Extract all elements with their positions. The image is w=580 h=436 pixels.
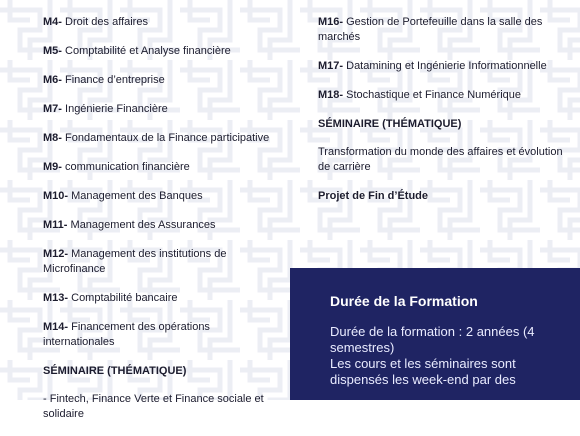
left-module-list: [43, 0, 283, 436]
module-item-m10: M10- Management des Banques: [43, 190, 203, 202]
right-module-list: [318, 0, 563, 204]
seminar-title-right: SÉMINAIRE (THÉMATIQUE): [318, 118, 462, 130]
seminar-title-left: SÉMINAIRE (THÉMATIQUE): [43, 365, 187, 377]
duration-panel: [290, 268, 580, 400]
module-item-m8: M8- Fondamentaux de la Finance participative: [43, 132, 270, 144]
seminar-text-right: Transformation du monde des affaires et évolution de carrière: [318, 146, 563, 173]
module-item-m9: M9- communication financière: [43, 161, 190, 173]
module-item-m5: M5- Comptabilité et Analyse financière: [43, 45, 231, 57]
module-item-m16: M16- Gestion de Portefeuille dans la salle des marchés: [318, 16, 543, 43]
module-item-m7: M7- Ingénierie Financière: [43, 103, 168, 115]
duration-text: [330, 324, 564, 388]
duration-title: Durée de la Formation: [330, 293, 478, 309]
module-item-m11: M11- Management des Assurances: [43, 219, 216, 231]
module-item-m4: M4- Droit des affaires: [43, 16, 148, 28]
duration-line-1: Durée de la formation : 2 années (4 semestres): [330, 324, 535, 355]
final-project-label: Projet de Fin d’Étude: [318, 190, 429, 202]
module-item-m6: M6- Finance d’entreprise: [43, 74, 165, 86]
module-item-m14: M14- Financement des opérations internationales: [43, 321, 210, 348]
module-item-m3: [43, 0, 283, 1]
module-item-m15: [318, 0, 563, 1]
module-item-m12: M12- Management des institutions de Microfinance: [43, 248, 227, 275]
seminar-text-left: - Fintech, Finance Verte et Finance sociale et solidaire: [43, 393, 264, 420]
module-item-m17: M17- Datamining et Ingénierie Informationnelle: [318, 60, 547, 72]
module-item-m13: M13- Comptabilité bancaire: [43, 292, 178, 304]
duration-line-2: Les cours et les séminaires sont dispensés les week-end par des: [330, 356, 516, 387]
module-item-m18: M18- Stochastique et Finance Numérique: [318, 89, 522, 101]
